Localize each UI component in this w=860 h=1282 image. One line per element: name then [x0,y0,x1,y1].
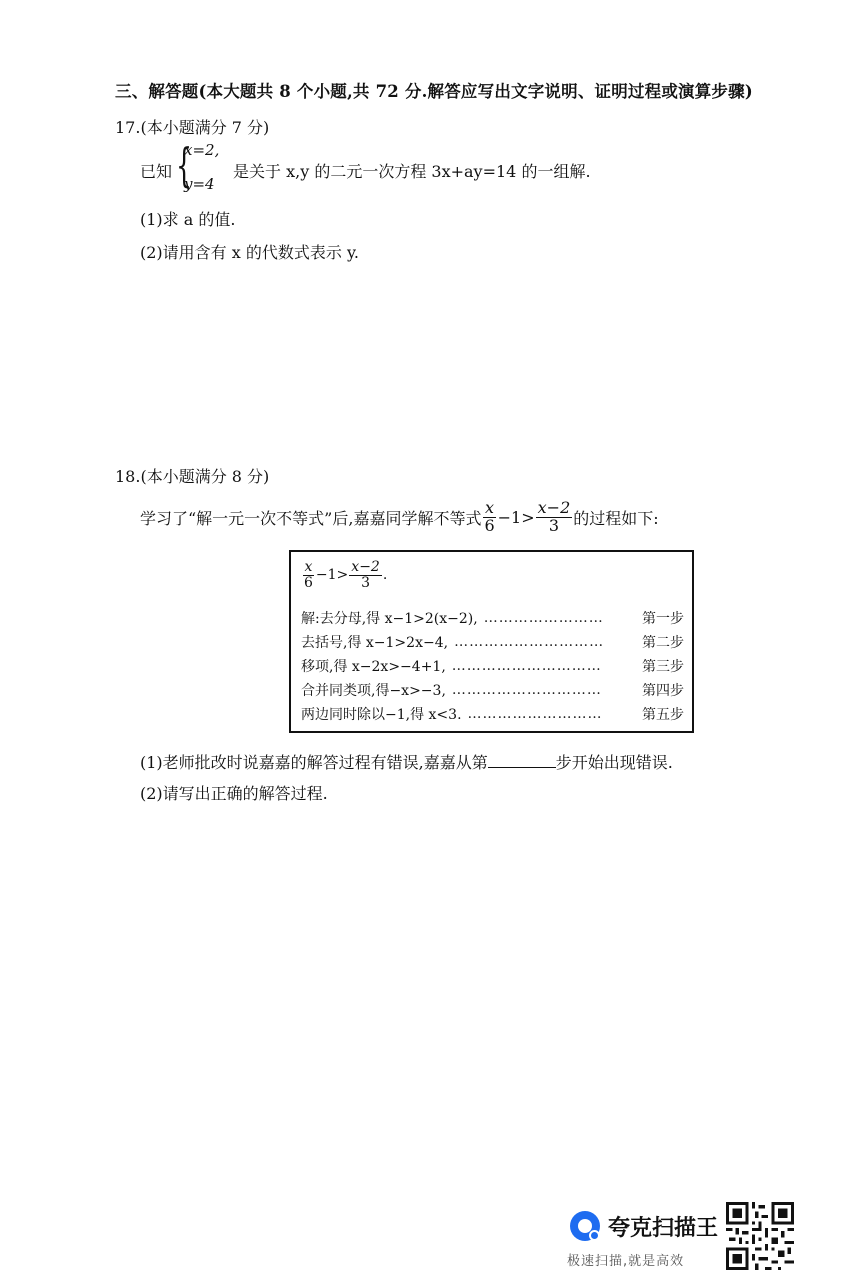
fraction-x-over-6 [482,500,496,535]
fraction-denominator: 6 [484,515,495,535]
answer-blank[interactable] [488,753,556,768]
qr-code-icon [726,1202,794,1270]
fraction-numerator: x [485,498,495,517]
solution-step-row [301,704,684,724]
step-label: 第一步 [642,611,684,627]
q17-intro-prefix: 已知 [140,162,173,181]
q18-inequality-middle: −1> [497,507,535,527]
step-label: 第二步 [642,635,684,651]
fraction-denominator: 3 [361,574,371,591]
fraction-x-minus-2-over-3 [536,500,573,535]
fraction-x-over-6 [302,560,315,590]
leader-dots: ……………………… [467,706,603,722]
q17-intro-suffix: 是关于 x,y 的二元一次方程 3x+ay=14 的一组解. [233,162,591,181]
step-label: 第五步 [642,707,684,723]
q18-intro-prefix: 学习了“解一元一次不等式”后,嘉嘉同学解不等式 [140,508,482,528]
q17-system-line1: x=2, [184,141,220,159]
solution-step-row [301,680,684,700]
solution-step-row [301,608,684,628]
step-label: 第三步 [642,659,684,675]
fraction-denominator: 3 [548,515,560,535]
step-text: 解:去分母,得 x−1>2(x−2), [301,611,478,627]
q18-part1-prefix: (1)老师批改时说嘉嘉的解答过程有错误,嘉嘉从第 [140,753,488,772]
box-inequality-end: . [382,567,388,584]
q18-intro [140,500,659,535]
solution-step-row [301,632,684,652]
box-inequality-middle: −1> [315,567,349,584]
q18-part1 [140,750,673,773]
step-text: 两边同时除以−1,得 x<3. [301,707,462,723]
step-text: 合并同类项,得−x>−3, [301,683,446,699]
fraction-denominator: 6 [304,574,313,591]
watermark-brand: 夸克扫描王 [608,1216,719,1241]
leader-dots: ………………………… [451,682,602,698]
q18-intro-suffix: 的过程如下: [573,508,659,528]
q17-part1: (1)求 a 的值. [140,210,236,229]
solution-box [289,550,694,733]
fraction-numerator: x−2 [351,559,380,575]
fraction-x-minus-2-over-3 [349,560,382,590]
box-inequality [301,560,684,590]
q18-part1-suffix: 步开始出现错误. [555,753,673,772]
q17-header: 17.(本小题满分 7 分) [115,118,270,137]
watermark-slogan: 极速扫描,就是高效 [567,1254,685,1269]
fraction-numerator: x−2 [537,498,571,517]
q17-system-line2: y=4 [184,175,215,193]
leader-dots: …………………… [483,610,604,626]
step-text: 去括号,得 x−1>2x−4, [301,635,449,651]
quark-logo-icon [570,1211,600,1241]
q18-header: 18.(本小题满分 8 分) [115,467,270,486]
fraction-numerator: x [304,559,313,575]
step-text: 移项,得 x−2x>−4+1, [301,659,446,675]
section-title: 三、解答题(本大题共 8 个小题,共 72 分.解答应写出文字说明、证明过程或演算步骤) [115,82,753,101]
q17-part2: (2)请用含有 x 的代数式表示 y. [140,243,359,262]
leader-dots: ………………………… [454,634,605,650]
leader-dots: ………………………… [451,658,602,674]
q18-part2: (2)请写出正确的解答过程. [140,784,328,803]
system-brace: { [176,138,193,192]
step-label: 第四步 [642,683,684,699]
solution-step-row [301,656,684,676]
